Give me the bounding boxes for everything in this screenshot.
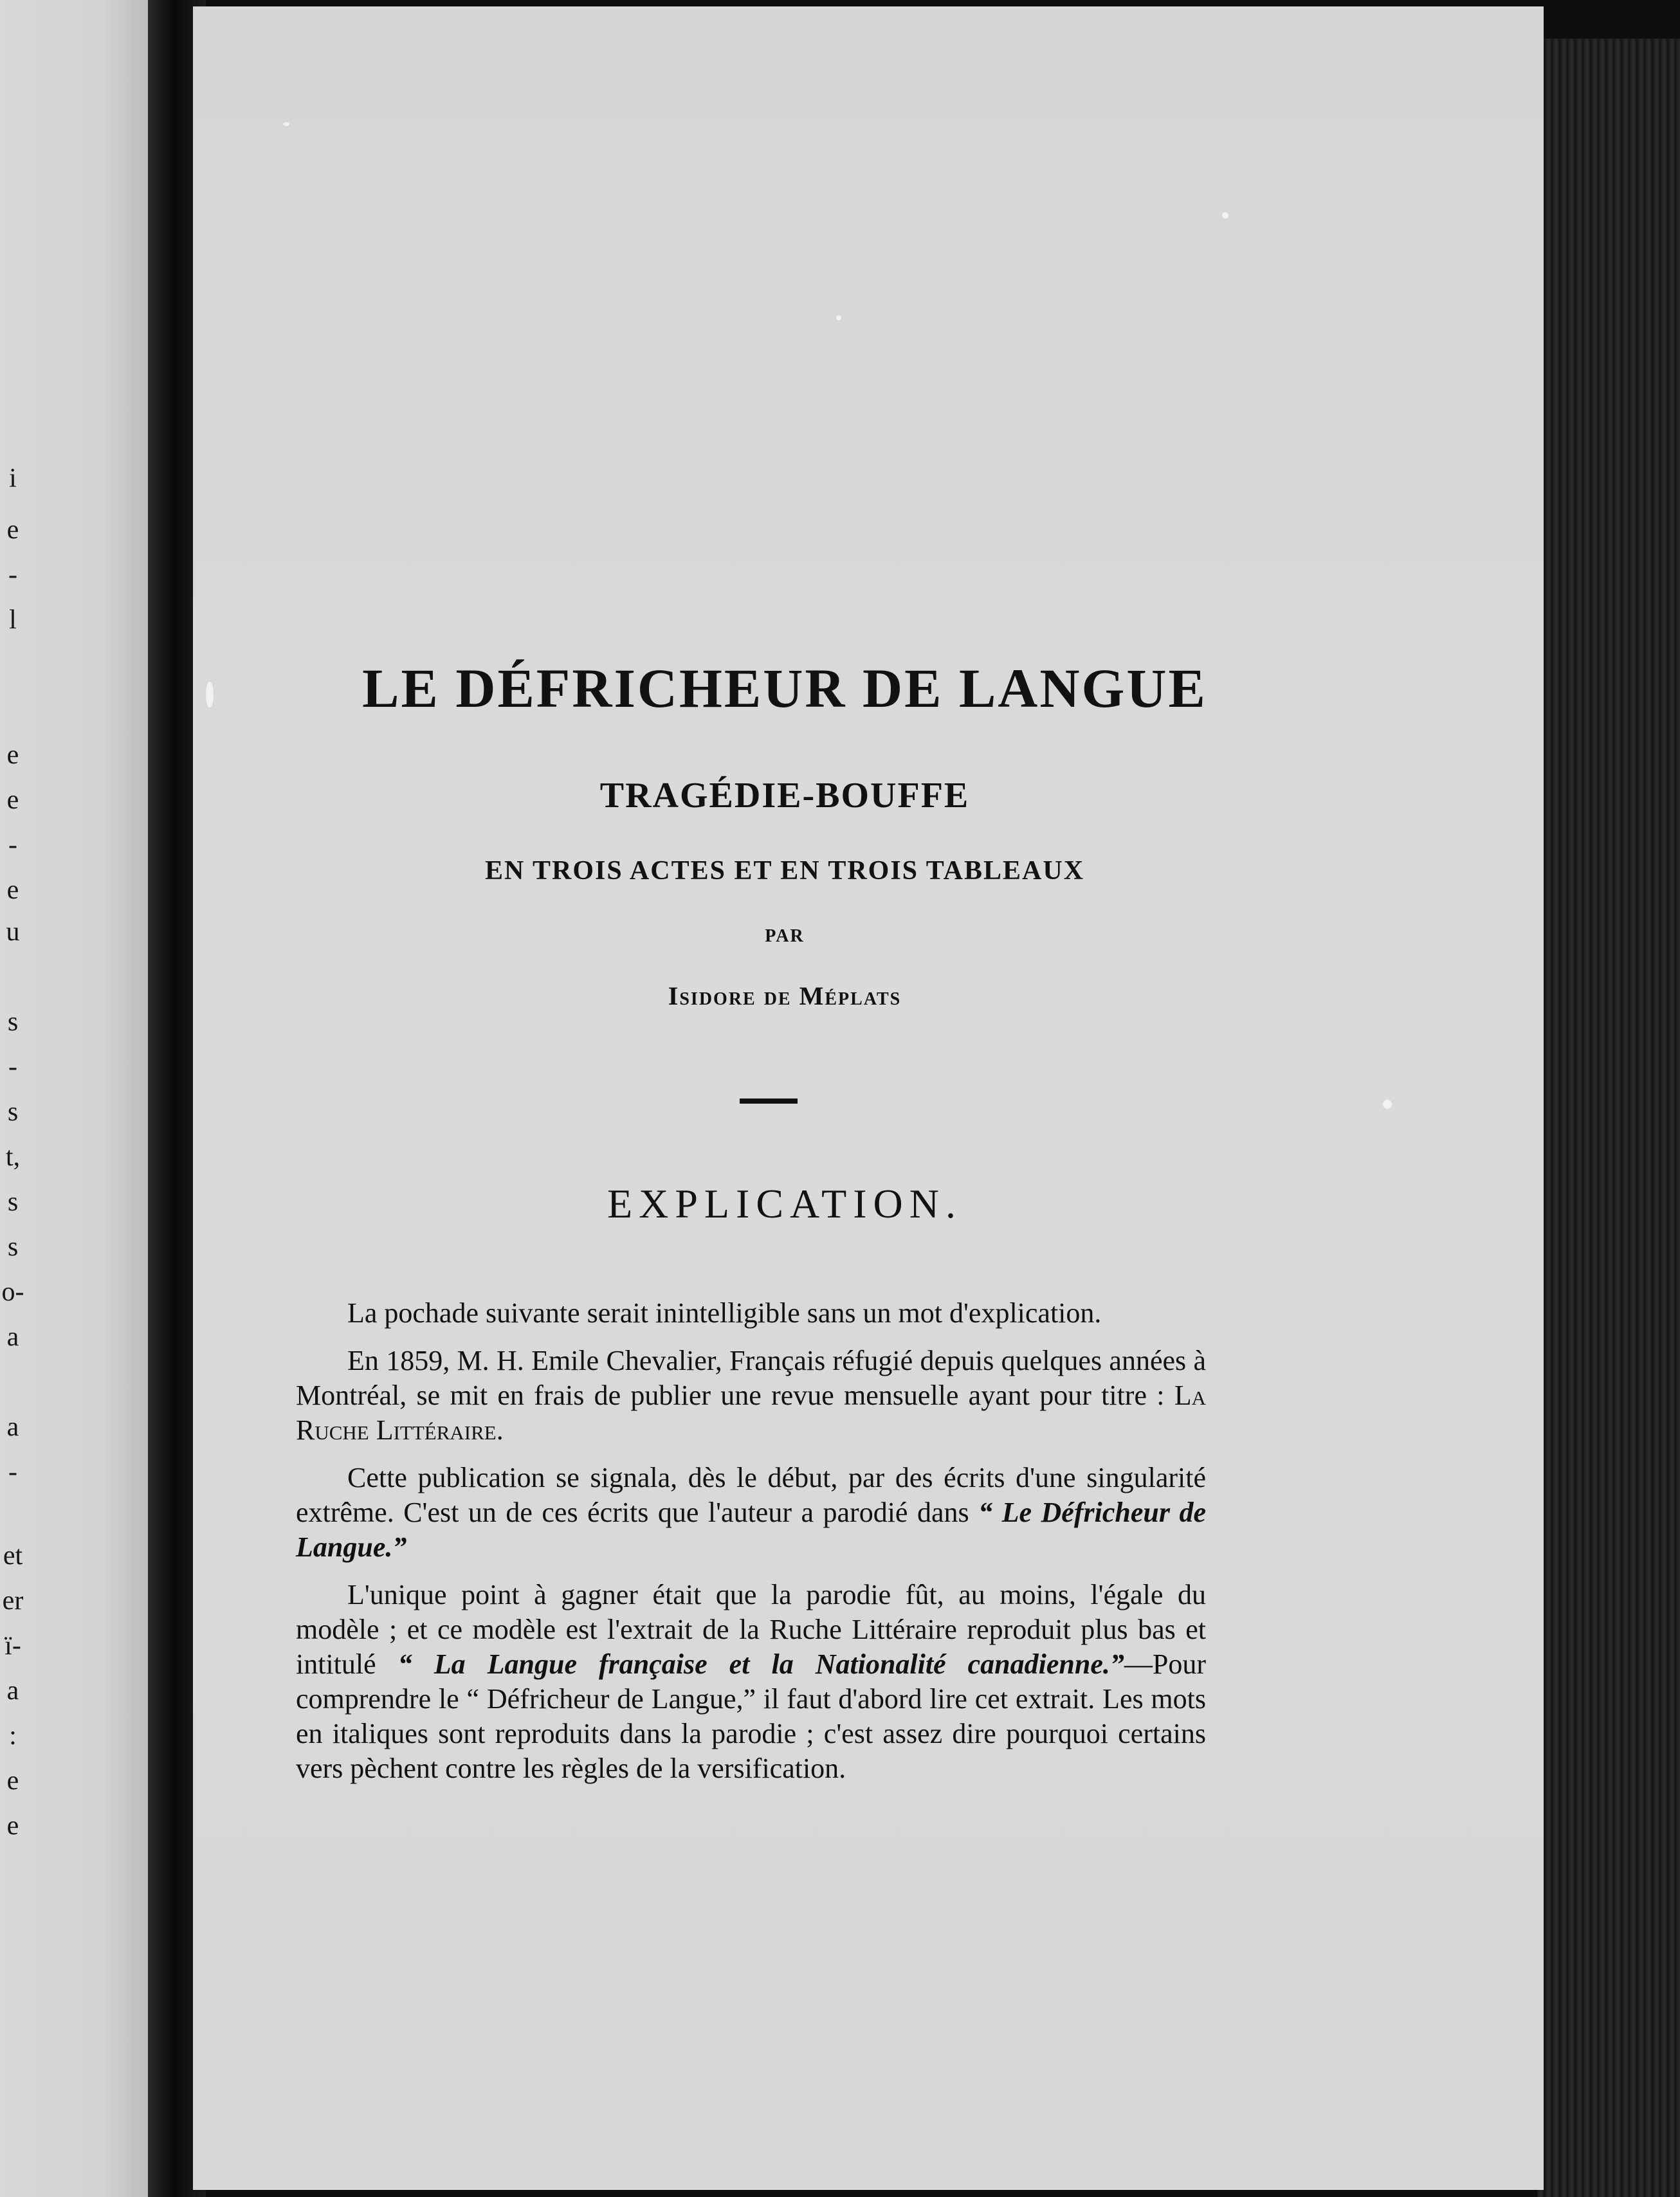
facing-page-letter: i bbox=[9, 464, 17, 493]
byline-par: PAR bbox=[765, 926, 805, 946]
facing-page-letter: s bbox=[7, 1007, 19, 1037]
paragraph-1-text: La pochade suivante serait inintelligible sans un mot d'explication. bbox=[347, 1297, 1102, 1329]
facing-page-edge bbox=[0, 0, 148, 2197]
paragraph-4-text: L'unique point à gagner était que la parodie fût, au moins, l'égale du modèle ; et ce modèle est l'extrait de la Ruche Littéraire reproduit plus bas et intitulé bbox=[296, 1579, 1206, 1680]
facing-page-letter: s bbox=[7, 1097, 19, 1127]
facing-page-letter: er bbox=[2, 1586, 24, 1616]
facing-page-letter: a bbox=[6, 1322, 19, 1352]
paper-speck bbox=[206, 682, 214, 707]
paper-speck bbox=[283, 122, 289, 126]
page-stack-edge bbox=[1537, 39, 1680, 2197]
revue-title: La Ruche Littéraire. bbox=[296, 1380, 1206, 1446]
paragraph-1 bbox=[296, 1296, 1206, 1331]
facing-page-letter: ï- bbox=[5, 1631, 21, 1661]
facing-page-letter: u bbox=[6, 917, 20, 947]
facing-page-letter: t, bbox=[5, 1142, 21, 1172]
facing-page-letter: s bbox=[7, 1187, 19, 1217]
facing-page-letter: e bbox=[6, 740, 19, 770]
facing-page-letter: l bbox=[9, 605, 17, 635]
facing-page-letter: e bbox=[6, 515, 19, 545]
parody-title: “ Le Défricheur de Langue.” bbox=[296, 1497, 1206, 1563]
facing-page-letter: e bbox=[6, 785, 19, 815]
subtitle-acts: EN TROIS ACTES ET EN TROIS TABLEAUX bbox=[484, 856, 1085, 886]
paragraph-4 bbox=[296, 1578, 1206, 1786]
facing-page-letter: - bbox=[8, 1457, 17, 1487]
author-name: Isidore de Méplats bbox=[668, 981, 902, 1010]
facing-page-letter: e bbox=[6, 1766, 19, 1796]
subtitle: TRAGÉDIE-BOUFFE bbox=[599, 776, 970, 816]
paper-speck bbox=[836, 315, 841, 320]
facing-page-letter: s bbox=[7, 1232, 19, 1262]
facing-page-letter: - bbox=[8, 560, 17, 590]
scanned-page bbox=[193, 6, 1544, 2190]
facing-page-letter: et bbox=[3, 1541, 23, 1571]
paragraph-2 bbox=[296, 1344, 1206, 1448]
paragraph-4-rest: —Pour comprendre le “ Défricheur de Langue,” il faut d'abord lire cet extrait. Les mots en italiques sont reproduits dans la parodie ; c'est assez dire pourquoi certains vers pèchent contre les règles de la versification. bbox=[296, 1648, 1206, 1784]
facing-page-letter: o- bbox=[1, 1277, 24, 1307]
facing-page-letter: e bbox=[6, 1811, 19, 1841]
paper-speck bbox=[1383, 1100, 1392, 1109]
paragraph-3 bbox=[296, 1461, 1206, 1565]
facing-page-letter: e bbox=[6, 875, 19, 905]
page-title: LE DÉFRICHEUR DE LANGUE bbox=[362, 657, 1207, 719]
facing-page-letter: a bbox=[6, 1676, 19, 1706]
paper-speck bbox=[1222, 212, 1228, 219]
section-rule bbox=[740, 1098, 798, 1104]
facing-page-letter: - bbox=[8, 1052, 17, 1082]
paragraph-3-text: Cette publication se signala, dès le début, par des écrits d'une singularité extrême. C'est un de ces écrits que l'auteur a parodié dans bbox=[296, 1462, 1206, 1528]
facing-page-letter: a bbox=[6, 1412, 19, 1442]
extract-title: “ La Langue française et la Nationalité canadienne.” bbox=[397, 1648, 1124, 1680]
explanation-body bbox=[296, 1296, 1206, 1799]
facing-page-letter: - bbox=[8, 830, 17, 860]
paragraph-2-text: En 1859, M. H. Emile Chevalier, Français réfugié depuis quelques années à Montréal, se mit en frais de publier une revue mensuelle ayant pour titre : bbox=[296, 1345, 1206, 1411]
section-heading: EXPLICATION. bbox=[607, 1181, 962, 1226]
facing-page-letter: : bbox=[9, 1721, 17, 1751]
